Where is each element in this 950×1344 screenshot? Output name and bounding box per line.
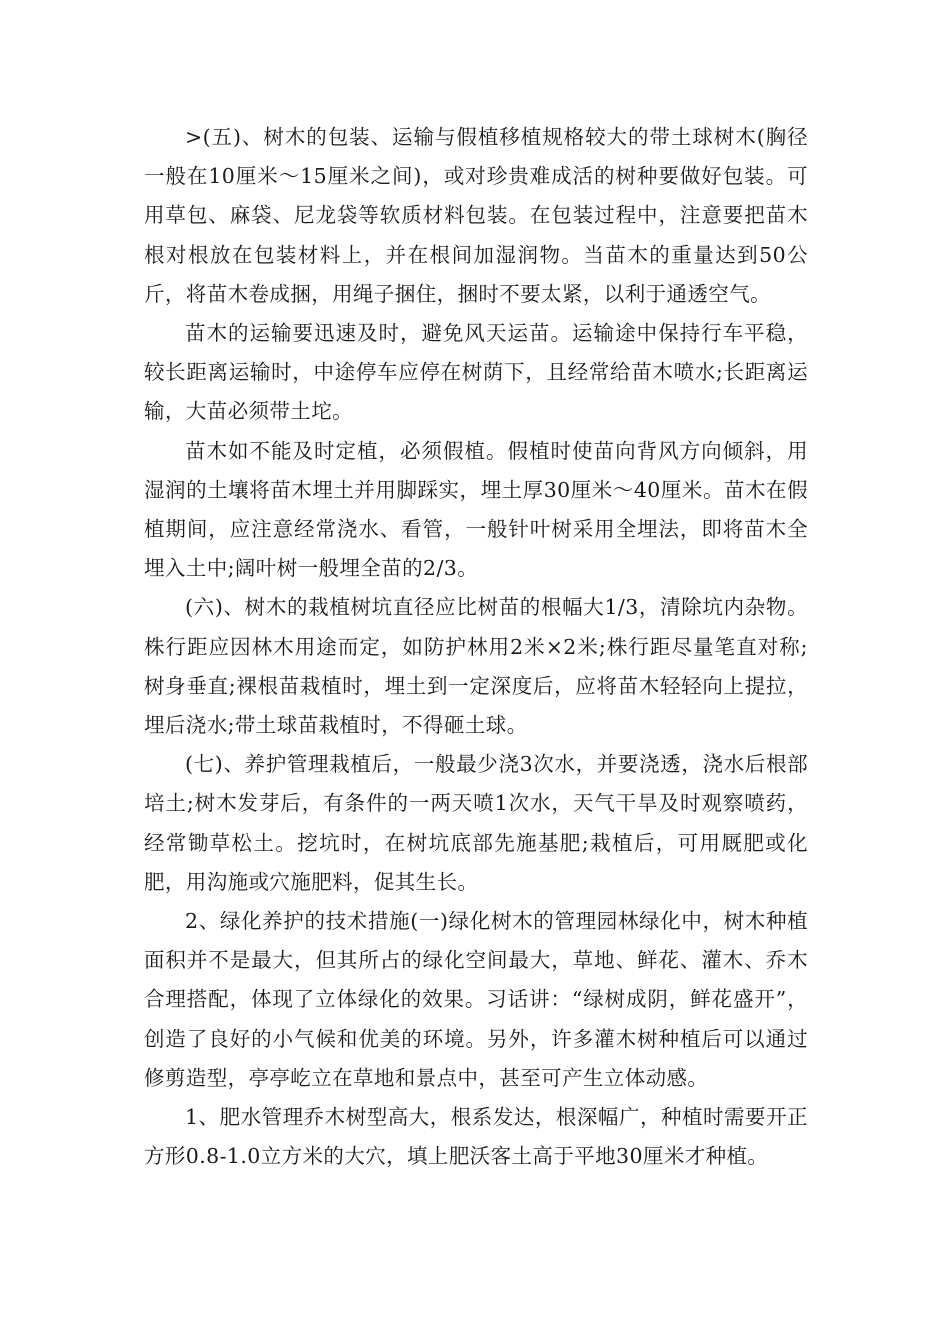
paragraph-packaging-transport: >(五)、树木的包装、运输与假植移植规格较大的带土球树木(胸径一般在10厘米～15厘米之间)，或对珍贵难成活的树种要做好包装。可用草包、麻袋、尼龙袋等软质材料包装。在包装过程中，注意要把苗木根对根放在包装材料上，并在根间加湿润物。当苗木的重量达到50公斤，将苗木卷成捆，用绳子捆住，捆时不要太紧，以利于通透空气。 [144, 125, 808, 306]
paragraph-planting: (六)、树木的栽植树坑直径应比树苗的根幅大1/3，清除坑内杂物。株行距应因林木用途而定，如防护林用2米×2米;株行距尽量笔直对称;树身垂直;裸根苗栽植时，埋土到一定深度后，应将苗木轻轻向上提拉，埋后浇水;带土球苗栽植时，不得砸土球。 [144, 595, 808, 738]
paragraph-fertilizer-water: 1、肥水管理乔木树型高大，根系发达，根深幅广，种植时需要开正方形0.8-1.0立方米的大穴，填上肥沃客土高于平地30厘米才种植。 [144, 1105, 808, 1169]
paragraph-greening-techniques: 2、绿化养护的技术措施(一)绿化树木的管理园林绿化中，树木种植面积并不是最大，但其所占的绿化空间最大，草地、鲜花、灌木、乔木合理搭配，体现了立体绿化的效果。习话讲：“绿树成阴，鲜花盛开”，创造了良好的小气候和优美的环境。另外，许多灌木树种植后可以通过修剪造型，亭亭屹立在草地和景点中，甚至可产生立体动感。 [144, 909, 808, 1090]
paragraph-heeling-in: 苗木如不能及时定植，必须假植。假植时使苗向背风方向倾斜，用湿润的土壤将苗木埋土并用脚踩实，埋土厚30厘米～40厘米。苗木在假植期间，应注意经常浇水、看管，一般针叶树采用全埋法，即将苗木全埋入土中;阔叶树一般埋全苗的2/3。 [144, 438, 808, 581]
document-page [144, 118, 808, 1176]
paragraph-maintenance: (七)、养护管理栽植后，一般最少浇3次水，并要浇透，浇水后根部培土;树木发芽后，有条件的一两天喷1次水，天气干旱及时观察喷药，经常锄草松土。挖坑时，在树坑底部先施基肥;栽植后，可用厩肥或化肥，用沟施或穴施肥料，促其生长。 [144, 752, 808, 894]
paragraph-seedling-transport: 苗木的运输要迅速及时，避免风天运苗。运输途中保持行车平稳，较长距离运输时，中途停车应停在树荫下，且经常给苗木喷水;长距离运输，大苗必须带土坨。 [144, 321, 808, 424]
